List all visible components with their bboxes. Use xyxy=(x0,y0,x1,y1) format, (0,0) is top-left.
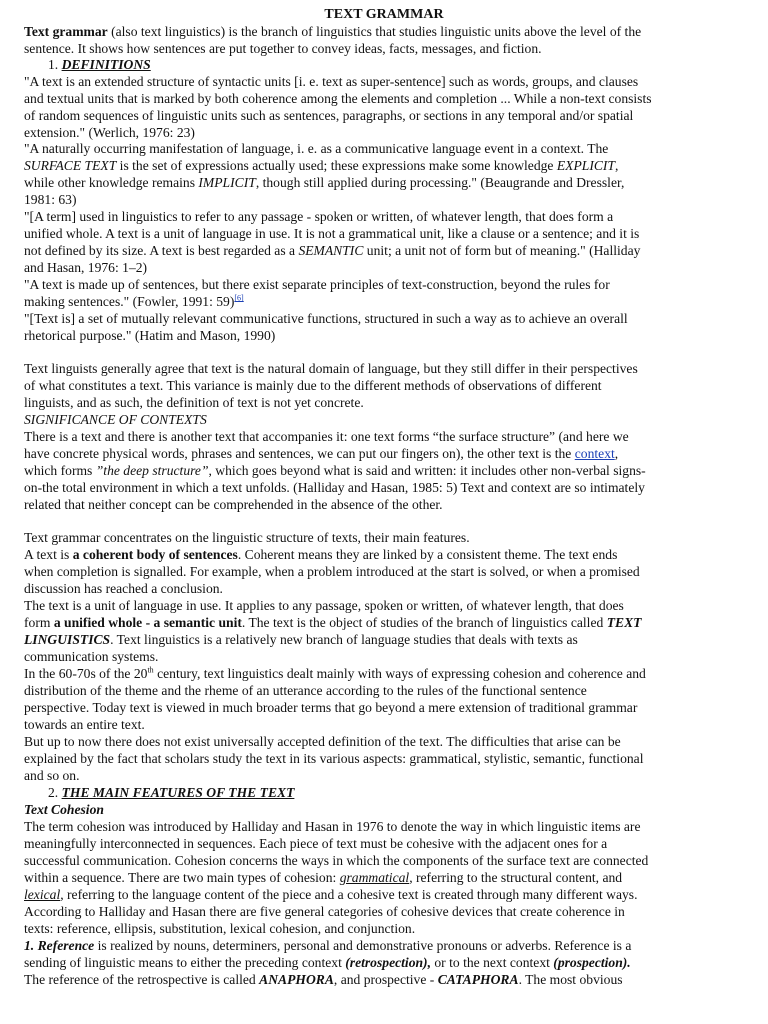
text-run: ANAPHORA xyxy=(259,972,334,987)
text-run: . Coherent means they are linked by a consistent theme. The text ends xyxy=(237,547,618,562)
text-run: and so on. xyxy=(24,768,80,783)
text-run: The term cohesion was introduced by Halliday and Hasan in 1976 to denote the way in which linguistic items are xyxy=(24,819,641,834)
text-run: 1981: 63) xyxy=(24,192,77,207)
text-line xyxy=(24,836,607,853)
text-run: The reference of the retrospective is called xyxy=(24,972,260,987)
footnote-reference-link[interactable]: [6] xyxy=(234,293,244,303)
text-run: th xyxy=(147,665,154,675)
text-run: and Hasan, 1976: 1–2) xyxy=(24,260,148,275)
text-line xyxy=(24,683,587,700)
text-line xyxy=(24,700,637,717)
text-line xyxy=(24,243,640,260)
text-line xyxy=(24,429,629,446)
text-run: rhetorical purpose." (Hatim and Mason, 1990) xyxy=(24,328,276,343)
text-line xyxy=(24,853,648,870)
text-line xyxy=(24,921,415,938)
text-line xyxy=(24,463,646,480)
text-line xyxy=(24,530,470,547)
text-line xyxy=(24,768,80,785)
text-run: SURFACE TEXT xyxy=(24,158,117,173)
page-title: TEXT GRAMMAR xyxy=(324,7,444,22)
text-run: while other knowledge remains xyxy=(24,175,199,190)
text-line xyxy=(24,361,638,378)
text-run: 1. xyxy=(48,57,62,72)
text-line xyxy=(24,209,613,226)
text-run: A text is xyxy=(24,547,73,562)
text-run: LINGUISTICS xyxy=(24,632,111,647)
text-run: lexical xyxy=(24,887,61,902)
text-run: "A naturally occurring manifestation of language, i. e. as a communicative language event in a context. The xyxy=(24,141,609,156)
text-run: EXPLICIT xyxy=(556,158,615,173)
text-line xyxy=(24,328,275,345)
text-run: within a sequence. There are two main types of cohesion: xyxy=(24,870,340,885)
text-line xyxy=(24,395,364,412)
text-line xyxy=(24,24,641,41)
text-line xyxy=(48,57,151,74)
text-line xyxy=(24,192,76,209)
text-run: sending of linguistic means to either the preceding context xyxy=(24,955,346,970)
text-run: of what constitutes a text. This variance is mainly due to the different methods of observations of different xyxy=(24,378,602,393)
text-run: (prospection). xyxy=(553,955,631,970)
text-run: communication systems. xyxy=(24,649,159,664)
text-run: have concrete physical words, phrases and sentences, we can put our fingers on), the other text is the xyxy=(24,446,575,461)
text-run: ”the deep structure” xyxy=(95,463,209,478)
text-run: is the set of expressions actually used; these expressions make some knowledge xyxy=(116,158,557,173)
text-run: CATAPHORA xyxy=(437,972,519,987)
text-run: . The text is the object of studies of the branch of linguistics called xyxy=(241,615,607,630)
text-run: Text Cohesion xyxy=(24,802,104,817)
text-line xyxy=(24,497,443,514)
text-run: "A text is made up of sentences, but there exist separate principles of text-construction, beyond the rules for xyxy=(24,277,610,292)
text-line xyxy=(24,226,639,243)
text-run: sentence. It shows how sentences are put together to convey ideas, facts, messages, and fiction. xyxy=(24,41,542,56)
text-run: when completion is signalled. For example, when a problem introduced at the start is solved, or when a promised xyxy=(24,564,640,579)
text-line xyxy=(24,751,644,768)
text-line xyxy=(24,108,633,125)
text-line xyxy=(24,581,223,598)
text-run: discussion has reached a conclusion. xyxy=(24,581,223,596)
text-run: In the 60-70s of the 20 xyxy=(24,666,148,681)
text-line xyxy=(24,547,617,564)
text-run: making sentences." (Fowler, 1991: 59) xyxy=(24,294,235,309)
text-run: But up to now there does not exist universally accepted definition of the text. The difficulties that arise can be xyxy=(24,734,621,749)
text-run: 2. xyxy=(48,785,62,800)
text-line xyxy=(24,412,207,429)
text-line xyxy=(24,480,645,497)
text-run: perspective. Today text is viewed in much broader terms that go beyond a mere extension of traditional grammar xyxy=(24,700,638,715)
text-run: . Text linguistics is a relatively new branch of language studies that deals with texts as xyxy=(110,632,578,647)
text-run: , which goes beyond what is said and written: it includes other non-verbal signs- xyxy=(208,463,646,478)
text-run: "[Text is] a set of mutually relevant communicative functions, structured in such a way as to achieve an overall xyxy=(24,311,628,326)
context-link[interactable]: context xyxy=(574,446,615,461)
text-run: grammatical xyxy=(339,870,410,885)
text-run: and textual units that is marked by both coherence among the elements and completion ... While a non-text consists xyxy=(24,91,652,106)
text-run: Text linguists generally agree that text is the natural domain of language, but they still differ in their perspectives xyxy=(24,361,638,376)
text-line xyxy=(24,870,622,887)
text-line xyxy=(24,887,638,904)
text-run: , and prospective - xyxy=(333,972,438,987)
text-line xyxy=(24,666,646,683)
text-run: explained by the fact that scholars study the text in its various aspects: grammatical, stylistic, semantic, functional xyxy=(24,751,644,766)
text-line xyxy=(24,158,618,175)
text-line xyxy=(24,564,640,581)
text-line xyxy=(24,378,602,395)
text-run: There is a text and there is another text that accompanies it: one text forms “the surface structure” (and here we xyxy=(24,429,629,444)
text-line xyxy=(24,632,578,649)
text-line xyxy=(24,904,625,921)
text-run: THE MAIN FEATURES OF THE TEXT xyxy=(61,785,295,800)
text-run: (retrospection), xyxy=(345,955,431,970)
text-line xyxy=(24,717,145,734)
text-run: , xyxy=(615,158,619,173)
text-line xyxy=(24,972,623,989)
text-run: SEMANTIC xyxy=(298,243,364,258)
text-line xyxy=(24,598,624,615)
text-run: Text grammar xyxy=(24,24,108,39)
text-run: related that neither concept can be comprehended in the absence of the other. xyxy=(24,497,443,512)
text-run: unified whole. A text is a unit of language in use. It is not a grammatical unit, like a clause or a sentence; and it is xyxy=(24,226,640,241)
text-run: , referring to the structural content, and xyxy=(409,870,623,885)
text-line xyxy=(24,615,641,632)
text-line xyxy=(24,141,608,158)
text-line xyxy=(24,734,621,751)
text-run: meaningfully interconnected in sequences. Each piece of text must be cohesive with the adjacent ones for a xyxy=(24,836,608,851)
text-run: towards an entire text. xyxy=(24,717,145,732)
text-line xyxy=(24,260,147,277)
text-run: TEXT xyxy=(606,615,642,630)
text-run: or to the next context xyxy=(430,955,554,970)
text-run: DEFINITIONS xyxy=(61,57,151,72)
text-run: form xyxy=(24,615,54,630)
text-run: century, text linguistics dealt mainly with ways of expressing cohesion and coherence and xyxy=(153,666,646,681)
text-line xyxy=(24,91,652,108)
text-line xyxy=(24,277,610,294)
text-run: , though still applied during processing." (Beaugrande and Dressler, xyxy=(255,175,625,190)
text-line xyxy=(24,955,631,972)
text-line xyxy=(24,294,244,311)
text-run: SIGNIFICANCE OF CONTEXTS xyxy=(24,412,207,427)
text-run: (also text linguistics) is the branch of linguistics that studies linguistic units above the level of the xyxy=(107,24,642,39)
text-run: of random sequences of linguistic units such as sentences, paragraphs, or sections in any temporal and/or spatial xyxy=(24,108,634,123)
text-line xyxy=(24,649,158,666)
text-run: , xyxy=(614,446,619,461)
text-run: distribution of the theme and the rheme of an utterance according to the rules of the functional sentence xyxy=(24,683,587,698)
text-run: a unified whole - a semantic unit xyxy=(53,615,242,630)
text-run: linguists, and as such, the definition of text is not yet concrete. xyxy=(24,395,364,410)
text-run: , referring to the language content of the piece and a cohesive text is created through many different ways. xyxy=(60,887,638,902)
text-line xyxy=(24,802,104,819)
text-run: 1. Reference xyxy=(24,938,95,953)
text-run: "A text is an extended structure of syntactic units [i. e. text as super-sentence] such as words, groups, and clauses xyxy=(24,74,639,89)
text-line xyxy=(24,819,640,836)
text-line xyxy=(24,41,542,58)
text-run: Text grammar concentrates on the linguistic structure of texts, their main features. xyxy=(24,530,470,545)
text-run: not defined by its size. A text is best regarded as a xyxy=(24,243,299,258)
text-line xyxy=(24,74,638,91)
text-run: is realized by nouns, determiners, personal and demonstrative pronouns or adverbs. Reference is a xyxy=(94,938,632,953)
text-line xyxy=(24,125,195,142)
text-run: extension." (Werlich, 1976: 23) xyxy=(24,125,195,140)
text-line xyxy=(48,785,294,802)
text-line xyxy=(24,311,628,328)
text-line xyxy=(24,446,618,463)
text-run: successful communication. Cohesion concerns the ways in which the components of the surface text are connected xyxy=(24,853,649,868)
text-run: texts: reference, ellipsis, substitution, lexical cohesion, and conjunction. xyxy=(24,921,416,936)
text-run: . The most obvious xyxy=(518,972,623,987)
text-run: According to Halliday and Hasan there are five general categories of cohesive devices that create coherence in xyxy=(24,904,625,919)
text-line xyxy=(24,175,624,192)
text-run: unit; a unit not of form but of meaning." (Halliday xyxy=(363,243,641,258)
text-run: IMPLICIT xyxy=(198,175,256,190)
text-run: The text is a unit of language in use. It applies to any passage, spoken or written, of whatever length, that does xyxy=(24,598,624,613)
text-run: "[A term] used in linguistics to refer to any passage - spoken or written, of whatever length, that does form a xyxy=(24,209,614,224)
text-run: which forms xyxy=(24,463,96,478)
text-run: a coherent body of sentences xyxy=(72,547,238,562)
text-line xyxy=(24,938,631,955)
text-run: on-the total environment in which a text unfolds. (Halliday and Hasan, 1985: 5) Text and context are so intimately xyxy=(24,480,645,495)
